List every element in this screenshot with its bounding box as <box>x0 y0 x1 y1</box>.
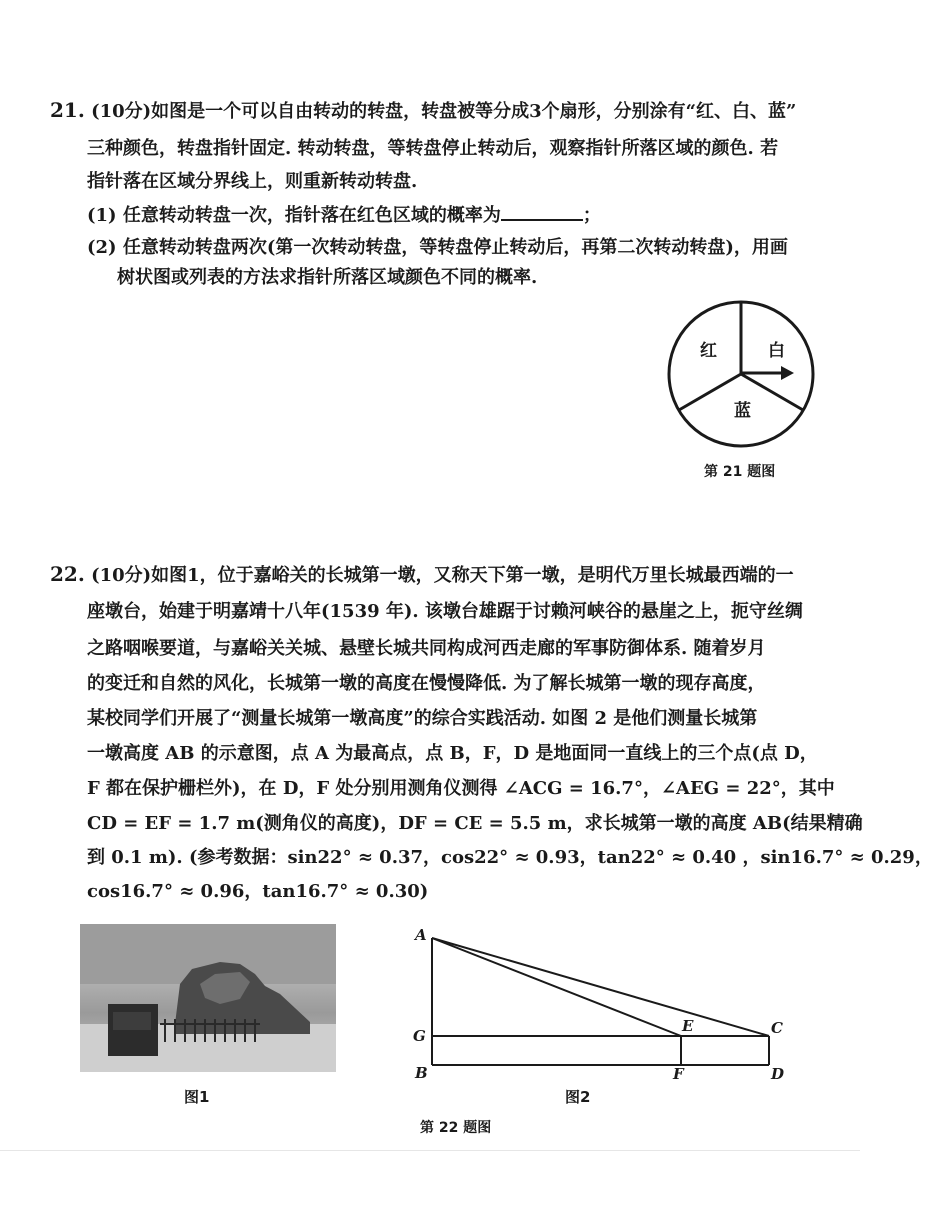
segment-AC <box>432 938 769 1036</box>
q22-stem-7: F 都在保护栅栏外)，在 D，F 处分别用测角仪测得 ∠ACG = 16.7°，∠AEG = 22°，其中 <box>87 778 835 799</box>
q21-part1-text: (1) 任意转动转盘一次，指针落在红色区域的概率为 <box>87 205 501 226</box>
label-E: E <box>682 1017 694 1035</box>
fig2-caption: 图2 <box>565 1088 591 1106</box>
q22-number: 22. <box>50 562 85 586</box>
q22-stem-10: cos16.7° ≈ 0.96，tan16.7° ≈ 0.30) <box>87 881 429 902</box>
fig1-caption: 图1 <box>184 1088 210 1106</box>
spinner-label-white: 白 <box>768 341 785 361</box>
q21-part2-line1: (2) 任意转动转盘两次(第一次转动转盘，等转盘停止转动后，再第二次转动转盘)，用画 <box>87 237 788 258</box>
q22-stem-6: 一墩高度 AB 的示意图，点 A 为最高点，点 B，F，D 是地面同一直线上的三个点(点 D， <box>87 743 818 764</box>
label-D: D <box>771 1065 785 1083</box>
q22-stem-3: 之路咽喉要道，与嘉峪关关城、悬壁长城共同构成河西走廊的军事防御体系. 随着岁月 <box>87 638 766 659</box>
label-A: A <box>415 926 427 944</box>
measurement-diagram <box>405 920 795 1083</box>
q22-stem-1: (10分)如图1，位于嘉峪关的长城第一墩，又称天下第一墩，是明代万里长城最西端的一 <box>91 565 794 586</box>
q21-stem-2: 三种颜色，转盘指针固定. 转动转盘，等转盘停止转动后，观察指针所落区域的颜色. 若 <box>87 138 779 159</box>
q22-stem-8: CD = EF = 1.7 m(测角仪的高度)，DF = CE = 5.5 m，求长城第一墩的高度 AB(结果精确 <box>87 813 863 834</box>
q21-stem-3: 指针落在区域分界线上，则重新转动转盘. <box>87 171 418 192</box>
q21-figure-caption: 第 21 题图 <box>704 464 776 480</box>
spinner-divider-left <box>679 374 741 410</box>
q21-part1 <box>87 203 601 228</box>
spinner-figure <box>660 300 830 450</box>
q22-stem-2: 座墩台，始建于明嘉靖十八年(1539 年). 该墩台雄踞于讨赖河峡谷的悬崖之上，扼守丝绸 <box>87 601 803 622</box>
q22-line1 <box>50 562 794 588</box>
q21-part1-end: ； <box>582 205 601 226</box>
q22-figure-caption: 第 22 题图 <box>420 1120 492 1136</box>
great-wall-tower-photo <box>80 924 336 1072</box>
label-F: F <box>673 1065 684 1083</box>
spinner-label-red: 红 <box>700 341 717 361</box>
q21-stem-1: (10分)如图是一个可以自由转动的转盘，转盘被等分成3个扇形，分别涂有“红、白、蓝” <box>91 101 797 122</box>
q22-stem-4: 的变迁和自然的风化，长城第一墩的高度在慢慢降低. 为了解长城第一墩的现存高度， <box>87 673 766 694</box>
bottom-divider <box>0 1150 860 1151</box>
label-B: B <box>415 1064 428 1082</box>
spinner-label-blue: 蓝 <box>734 401 751 421</box>
label-G: G <box>413 1027 426 1045</box>
pointer-arrowhead-icon <box>781 366 794 380</box>
label-C: C <box>771 1019 783 1037</box>
q21-part2-line2: 树状图或列表的方法求指针所落区域颜色不同的概率. <box>117 267 538 288</box>
q21-line1 <box>50 98 796 124</box>
segment-AE <box>432 938 681 1036</box>
q22-stem-9: 到 0.1 m). (参考数据：sin22° ≈ 0.37，cos22° ≈ 0.93，tan22° ≈ 0.40 ，sin16.7° ≈ 0.29， <box>87 847 933 868</box>
answer-blank <box>501 203 583 221</box>
q22-stem-5: 某校同学们开展了“测量长城第一墩高度”的综合实践活动. 如图 2 是他们测量长城第 <box>87 708 758 729</box>
q21-number: 21. <box>50 98 85 122</box>
